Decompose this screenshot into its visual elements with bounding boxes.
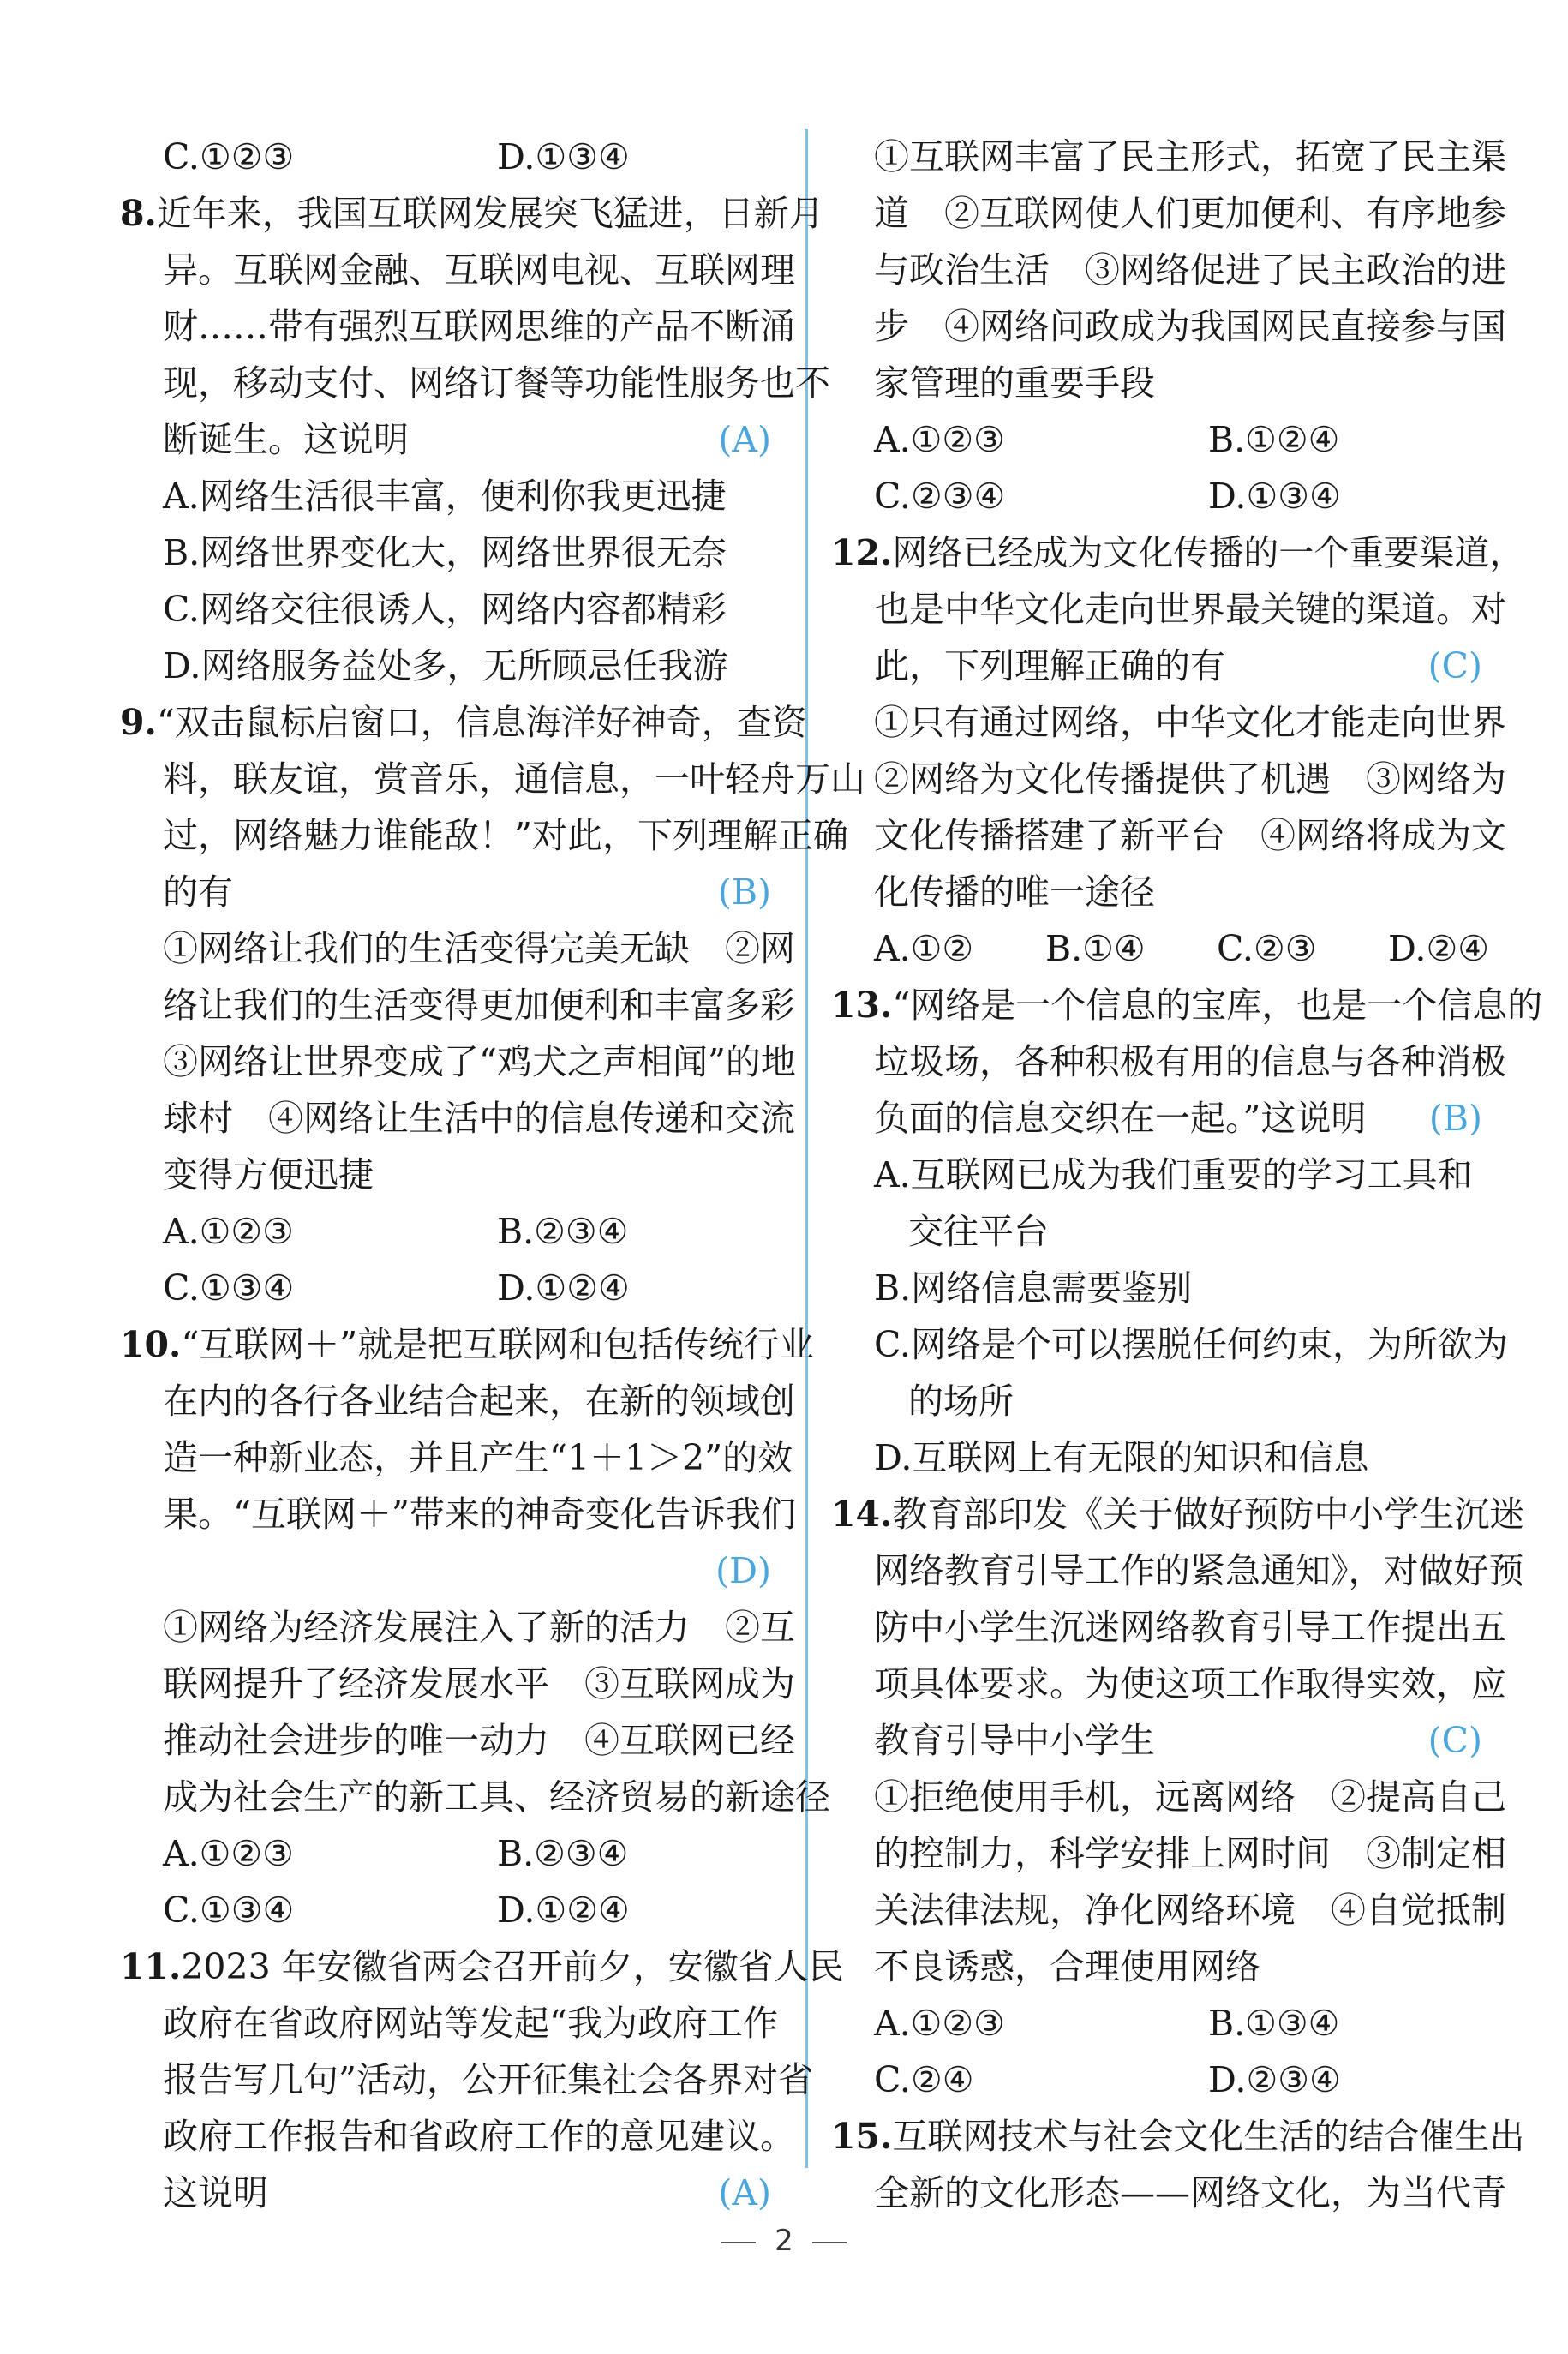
- option-a: A.①②③: [874, 419, 1005, 460]
- option-d: D.①③④: [497, 136, 630, 177]
- statement-line: 的控制力，科学安排上网时间 ③制定相: [874, 1833, 1506, 1874]
- option-a: A.①②③: [874, 2003, 1005, 2044]
- answer-mark: (B): [1428, 1098, 1482, 1139]
- statement-line: 球村 ④网络让生活中的信息传递和交流: [163, 1098, 795, 1139]
- statement-line: ①互联网丰富了民主形式，拓宽了民主渠: [874, 136, 1506, 177]
- question-number: 15.: [831, 2116, 893, 2157]
- question-text: 也是中华文化走向世界最关键的渠道。对: [874, 589, 1506, 630]
- option-d: D.互联网上有无限的知识和信息: [874, 1437, 1369, 1478]
- options-row: [831, 468, 1482, 524]
- option-a: A.①②: [874, 928, 974, 969]
- question-text: 网络教育引导工作的紧急通知》，对做好预: [874, 1550, 1524, 1591]
- options-row: [831, 2052, 1482, 2108]
- option-d: D.②③④: [1208, 2059, 1341, 2100]
- question-text: “网络是一个信息的宝库，也是一个信息的: [892, 985, 1543, 1026]
- option-a: A.网络生活很丰富，便利你我更迅捷: [163, 476, 727, 517]
- page-footer: [0, 2224, 1568, 2258]
- statement-line: 文化传播搭建了新平台 ④网络将成为文: [874, 815, 1506, 856]
- question-text: 政府工作报告和省政府工作的意见建议。: [163, 2116, 795, 2157]
- question-text: 这说明: [163, 2172, 268, 2213]
- question-11: [120, 1938, 844, 2221]
- footer-dash: [721, 2242, 756, 2243]
- question-text: 防中小学生沉迷网络教育引导工作提出五: [874, 1607, 1506, 1648]
- question-12: [831, 524, 1525, 977]
- question-number: 14.: [831, 1494, 893, 1535]
- options-row: [120, 1260, 771, 1316]
- question-9: [120, 694, 865, 1316]
- question-number: 9.: [120, 702, 157, 743]
- question-text: 垃圾场，各种积极有用的信息与各种消极: [874, 1041, 1506, 1082]
- option-c: C.②③: [1217, 928, 1317, 969]
- question-14: [831, 1486, 1525, 2108]
- statement-line: 化传播的唯一途径: [874, 872, 1155, 913]
- question-number: 10.: [120, 1324, 182, 1365]
- statement-line: 变得方便迅捷: [163, 1154, 374, 1195]
- options-row: [831, 411, 1482, 468]
- option-b: B.①②④: [1208, 419, 1340, 460]
- statement-line: 联网提升了经济发展水平 ③互联网成为: [163, 1663, 795, 1704]
- question-text: 网络已经成为文化传播的一个重要渠道，: [892, 532, 1525, 573]
- question-number: 11.: [120, 1946, 182, 1987]
- question-text: 教育引导中小学生: [874, 1720, 1155, 1761]
- statement-line: ②网络为文化传播提供了机遇 ③网络为: [874, 758, 1506, 800]
- question-text: 全新的文化形态——网络文化，为当代青: [874, 2172, 1506, 2213]
- statement-line: ①网络让我们的生活变得完美无缺 ②网: [163, 928, 795, 969]
- option-c: C.①③④: [163, 1890, 295, 1931]
- question-13: [831, 977, 1543, 1486]
- statement-line: ③网络让世界变成了“鸡犬之声相闻”的地: [163, 1041, 796, 1082]
- question-number: 8.: [120, 193, 157, 234]
- statement-line: 关法律法规，净化网络环境 ④自觉抵制: [874, 1890, 1506, 1931]
- option-d: D.①③④: [1208, 476, 1341, 517]
- question-text: 过，网络魅力谁能敌！”对此，下列理解正确: [163, 815, 848, 856]
- question-text: 政府在省政府网站等发起“我为政府工作: [163, 2003, 778, 2044]
- options-row: [831, 920, 1489, 977]
- question-text: 教育部印发《关于做好预防中小学生沉迷: [892, 1494, 1525, 1535]
- question-text: 造一种新业态，并且产生“1＋1＞2”的效: [163, 1437, 793, 1478]
- question-10: [120, 1316, 830, 1938]
- option-d: D.①②④: [497, 1267, 630, 1309]
- question-text: 近年来，我国互联网发展突飞猛进，日新月: [156, 193, 824, 234]
- option-b: B.①③④: [1208, 2003, 1340, 2044]
- question-number: 12.: [831, 532, 893, 573]
- answer-mark: (A): [718, 419, 771, 460]
- question-text: “互联网＋”就是把互联网和包括传统行业: [181, 1324, 815, 1365]
- option-b: B.网络信息需要鉴别: [874, 1267, 1193, 1309]
- option-d: D.①②④: [497, 1890, 630, 1931]
- statement-line: 络让我们的生活变得更加便利和丰富多彩: [163, 985, 795, 1026]
- option-c: C.②④: [874, 2059, 974, 2100]
- answer-mark: (C): [1427, 645, 1482, 686]
- statement-line: 与政治生活 ③网络促进了民主政治的进: [874, 249, 1506, 291]
- question-text: 现，移动支付、网络订餐等功能性服务也不: [163, 362, 830, 404]
- question-text: 果。“互联网＋”带来的神奇变化告诉我们: [163, 1494, 796, 1535]
- option-a: A.①②③: [163, 1211, 294, 1252]
- option-c: C.②③④: [874, 476, 1006, 517]
- question-text: 2023 年安徽省两会召开前夕，安徽省人民: [181, 1946, 844, 1987]
- statement-line: 家管理的重要手段: [874, 362, 1155, 404]
- statement-line: 不良诱惑，合理使用网络: [874, 1946, 1260, 1987]
- option-a-continued: 交往平台: [908, 1211, 1049, 1252]
- option-b: B.②③④: [497, 1833, 629, 1874]
- question-15: [831, 2108, 1525, 2221]
- options-row: [120, 1882, 771, 1938]
- option-c: C.①③④: [163, 1267, 295, 1309]
- option-b: B.①④: [1045, 928, 1146, 969]
- option-c-continued: 的场所: [908, 1381, 1014, 1422]
- option-b: B.网络世界变化大，网络世界很无奈: [163, 532, 727, 573]
- question-text: 项具体要求。为使这项工作取得实效，应: [874, 1663, 1506, 1704]
- statement-line: 成为社会生产的新工具、经济贸易的新途径: [163, 1776, 830, 1818]
- question-text: 负面的信息交织在一起。”这说明: [874, 1098, 1367, 1139]
- option-c: C.网络是个可以摆脱任何约束，为所欲为: [874, 1324, 1508, 1365]
- right-column: [831, 129, 1543, 2221]
- answer-mark: (B): [717, 872, 771, 913]
- options-row: [120, 1203, 771, 1260]
- option-c: C.网络交往很诱人，网络内容都精彩: [163, 589, 727, 630]
- question-text: 报告写几句”活动，公开征集社会各界对省: [163, 2059, 813, 2100]
- statement-line: 步 ④网络问政成为我国网民直接参与国: [874, 306, 1506, 347]
- question-text: 异。互联网金融、互联网电视、互联网理: [163, 249, 795, 291]
- answer-mark: (D): [715, 1550, 771, 1591]
- column-divider: [805, 129, 808, 2168]
- question-text: 互联网技术与社会文化生活的结合催生出: [892, 2116, 1525, 2157]
- footer-dash: [812, 2242, 847, 2243]
- question-text: 此，下列理解正确的有: [874, 645, 1225, 686]
- statement-line: 道 ②互联网使人们更加便利、有序地参: [874, 193, 1506, 234]
- statement-line: ①拒绝使用手机，远离网络 ②提高自己: [874, 1776, 1506, 1818]
- options-row: [831, 1995, 1482, 2052]
- options-row: [120, 129, 771, 185]
- question-text: 料，联友谊，赏音乐，通信息，一叶轻舟万山: [163, 758, 865, 800]
- option-d: D.网络服务益处多，无所顾忌任我游: [163, 645, 728, 686]
- statement-line: 推动社会进步的唯一动力 ④互联网已经: [163, 1720, 795, 1761]
- question-text: 财……带有强烈互联网思维的产品不断涌: [163, 306, 795, 347]
- question-text: 断诞生。这说明: [163, 419, 409, 460]
- option-d: D.②④: [1388, 928, 1489, 969]
- option-a: A.互联网已成为我们重要的学习工具和: [874, 1154, 1473, 1195]
- option-c: C.①②③: [163, 136, 295, 177]
- options-row: [120, 1825, 771, 1882]
- answer-mark: (A): [718, 2172, 771, 2213]
- answer-mark: (C): [1427, 1720, 1482, 1761]
- question-text: 的有: [163, 872, 233, 913]
- question-text: “双击鼠标启窗口，信息海洋好神奇，查资: [156, 702, 807, 743]
- question-text: 在内的各行各业结合起来，在新的领域创: [163, 1381, 795, 1422]
- option-b: B.②③④: [497, 1211, 629, 1252]
- question-8: [120, 185, 830, 694]
- statement-line: ①只有通过网络，中华文化才能走向世界: [874, 702, 1506, 743]
- option-a: A.①②③: [163, 1833, 294, 1874]
- page-number: 2: [775, 2224, 793, 2258]
- statement-line: ①网络为经济发展注入了新的活力 ②互: [163, 1607, 795, 1648]
- question-number: 13.: [831, 985, 893, 1026]
